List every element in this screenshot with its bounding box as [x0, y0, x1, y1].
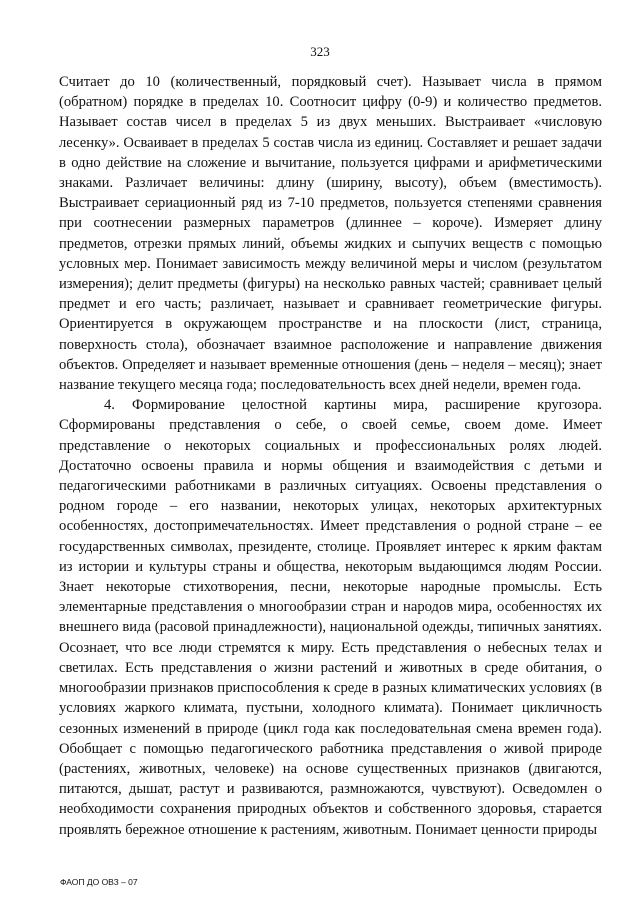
paragraph-world-picture: 4. Формирование целостной картины мира, расширение кругозора. Сформированы представления о себе, о своей семье, своем доме. Имеет представление о некоторых социальных и профессиональных ролях людей. Достаточно освоены правила и нормы общения и взаимодействия с детьми и педагогическими работниками в различных ситуациях. Освоены представления о родном городе – его названии, некоторых улицах, некоторых архитектурных особенностях, достопримечательностях. Имеет представления о родной стране – ее государственных символах, президенте, столице. Проявляет интерес к ярким фактам из истории и культуры страны и общества, некоторым выдающимся людям России. Знает некоторые стихотворения, песни, некоторые народные промыслы. Есть элементарные представления о многообразии стран и народов мира, особенностях их внешнего вида (расовой принадлежности), национальной одежды, типичных занятиях. Осознает, что все люди стремятся к миру. Есть представления о небесных телах и светилах. Есть представления о жизни растений и животных в среде обитания, о многообразии признаков приспособления к среде в разных климатических условиях (в условиях жаркого климата, пустыни, холодного климата). Понимает цикличность сезонных изменений в природе (цикл года как последовательная смена времен года). Обобщает с помощью педагогического работника представления о живой природе (растениях, животных, человеке) на основе существенных признаков (двигаются, питаются, дышат, растут и развиваются, размножаются, чувствуют). Осведомлен о необходимости сохранения природных объектов и собственного здоровья, старается проявлять бережное отношение к растениям, животным. Понимает ценности природы	[59, 397, 602, 838]
document-body	[59, 72, 602, 840]
paragraph-math-skills: Считает до 10 (количественный, порядковый счет). Называет числа в прямом (обратном) порядке в пределах 10. Соотносит цифру (0-9) и количество предметов. Называет состав чисел в пределах 5 из двух меньших. Выстраивает «числовую лесенку». Осваивает в пределах 5 состав числа из единиц. Составляет и решает задачи в одно действие на сложение и вычитание, пользуется цифрами и арифметическими знаками. Различает величины: длину (ширину, высоту), объем (вместимость). Выстраивает сериационный ряд из 7-10 предметов, пользуется степенями сравнения при соотнесении размерных параметров (длиннее – короче). Измеряет длину предметов, отрезки прямых линий, объемы жидких и сыпучих веществ с помощью условных мер. Понимает зависимость между величиной меры и числом (результатом измерения); делит предметы (фигуры) на несколько равных частей; сравнивает целый предмет и его часть; различает, называет и сравнивает геометрические фигуры. Ориентируется в окружающем пространстве и на плоскости (лист, страница, поверхность стола), обозначает взаимное расположение и направление движения объектов. Определяет и называет временные отношения (день – неделя – месяц); знает название текущего месяца года; последовательность всех дней недели, времен года.	[59, 74, 602, 394]
page-footer: ФАОП ДО ОВЗ – 07	[60, 877, 138, 887]
page-number: 323	[310, 44, 330, 59]
